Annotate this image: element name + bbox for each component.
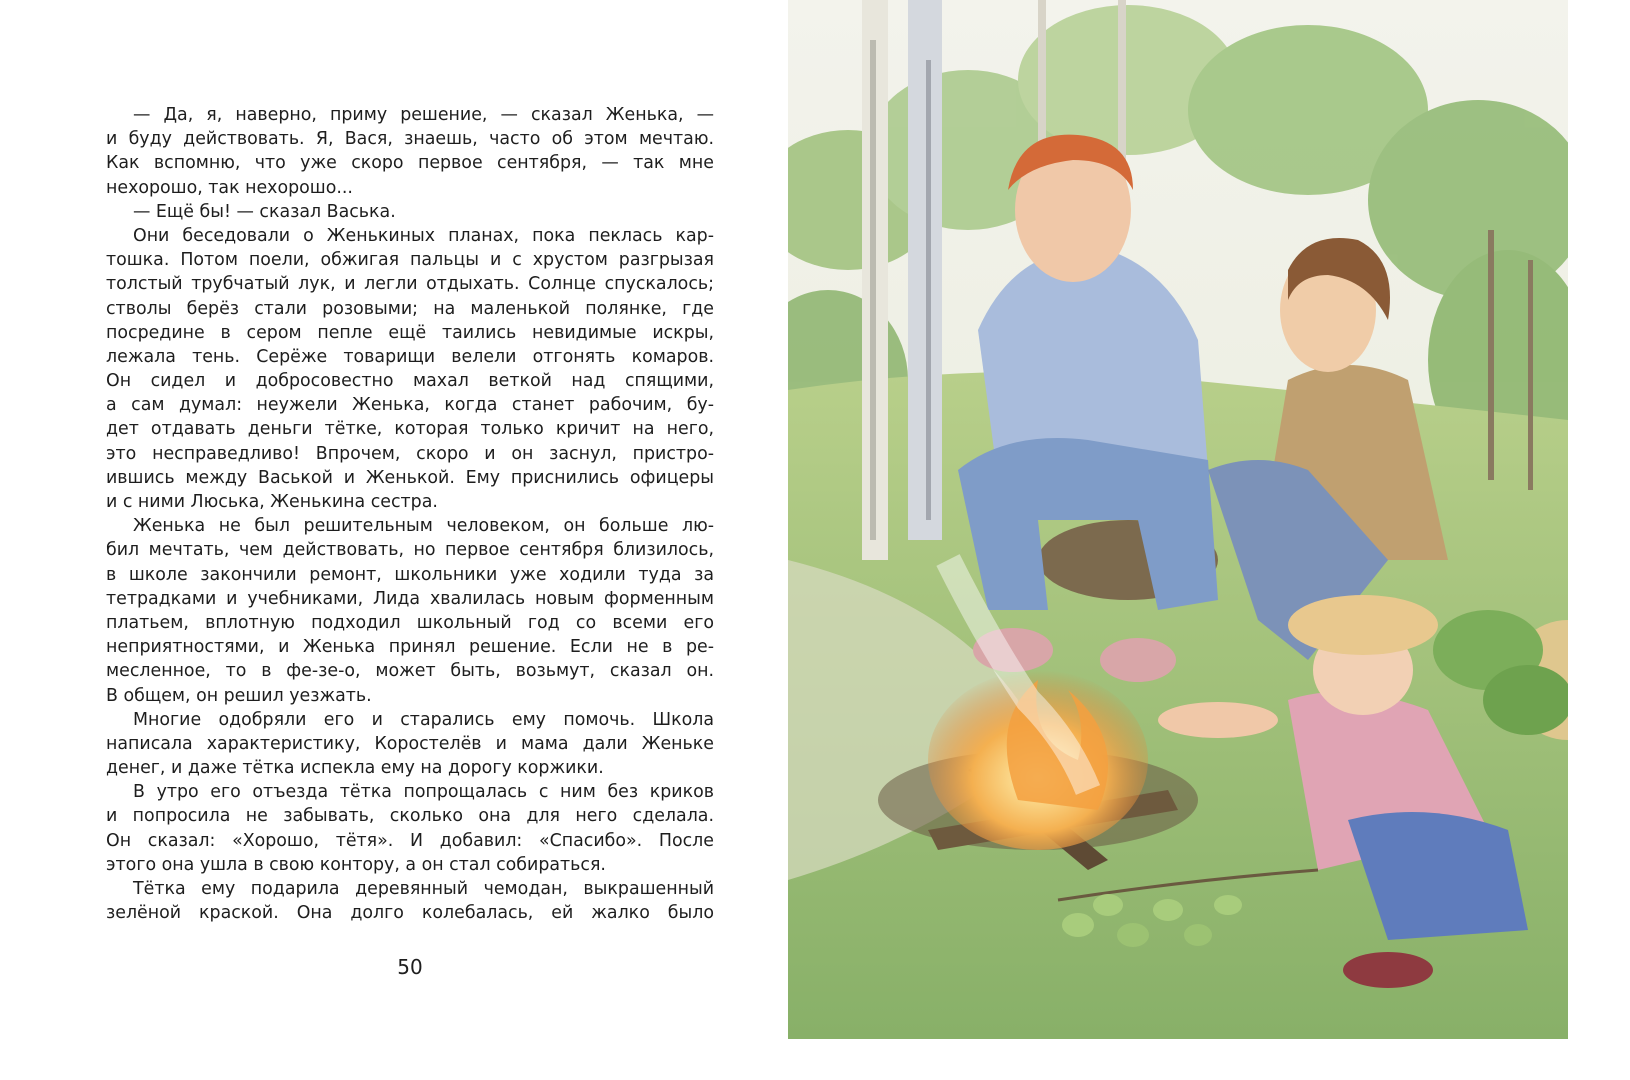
text-line: это несправедливо! Впрочем, скоро и он заснул, пристро- bbox=[106, 443, 714, 464]
text-line: лежала тень. Серёже товарищи велели отгонять комаров. bbox=[106, 346, 714, 367]
text-line: и с ними Люська, Женькина сестра. bbox=[106, 492, 438, 512]
text-line: Он сказал: «Хорошо, тётя». И добавил: «Спасибо». После bbox=[106, 830, 714, 851]
text-line: написала характеристику, Коростелёв и мама дали Женьке bbox=[106, 733, 714, 754]
page-number: 50 bbox=[397, 955, 423, 979]
watercolor-illustration bbox=[788, 0, 1568, 1039]
text-line: посредине в сером пепле ещё таились невидимые искры, bbox=[106, 322, 714, 343]
text-line: в школе закончили ремонт, школьники уже ходили туда за bbox=[106, 564, 714, 585]
text-line: тошка. Потом поели, обжигая пальцы и с хрустом разгрызая bbox=[106, 250, 714, 271]
illustration-page bbox=[788, 0, 1568, 1039]
text-line: Женька не был решительным человеком, он больше лю- bbox=[133, 516, 714, 537]
body-text bbox=[106, 103, 714, 925]
text-line: этого она ушла в свою контору, а он стал собираться. bbox=[106, 854, 606, 875]
text-line: зелёной краской. Она долго колебалась, ей жалко было bbox=[106, 903, 714, 924]
text-line: В утро его отъезда тётка попрощалась с ним без криков bbox=[133, 782, 714, 803]
text-line: неприятностями, и Женька принял решение. Если не в ре- bbox=[106, 637, 714, 658]
text-line: Они беседовали о Женькиных планах, пока пеклась кар- bbox=[133, 225, 714, 246]
text-line: — Ещё бы! — сказал Васька. bbox=[133, 201, 396, 222]
text-line: стволы берёз стали розовыми; на маленькой полянке, где bbox=[106, 298, 714, 319]
text-page bbox=[0, 0, 790, 1039]
text-line: а сам думал: неужели Женька, когда станет рабочим, бу- bbox=[106, 395, 714, 416]
text-line: и буду действовать. Я, Вася, знаешь, часто об этом мечтаю. bbox=[106, 129, 714, 150]
text-line: месленное, то в фе-зе-о, может быть, возьмут, сказал он. bbox=[106, 661, 714, 682]
text-line: бил мечтать, чем действовать, но первое сентября близилось, bbox=[106, 540, 714, 561]
text-line: ившись между Васькой и Женькой. Ему приснились офицеры bbox=[106, 467, 714, 488]
text-line: тетрадками и учебниками, Лида хвалилась новым форменным bbox=[106, 588, 714, 609]
text-line: Как вспомню, что уже скоро первое сентября, — так мне bbox=[106, 153, 714, 174]
text-line: нехорошо, так нехорошо... bbox=[106, 177, 353, 198]
text-line: платьем, вплотную подходил школьный год со всеми его bbox=[106, 612, 714, 633]
text-line: Тётка ему подарила деревянный чемодан, выкрашенный bbox=[133, 879, 714, 899]
text-line: дет отдавать деньги тётке, которая только кричит на него, bbox=[106, 419, 714, 440]
text-line: Он сидел и добросовестно махал веткой над спящими, bbox=[106, 371, 714, 392]
text-line: В общем, он решил уезжать. bbox=[106, 685, 372, 706]
text-line: и попросила не забывать, сколько она для него сделала. bbox=[106, 806, 714, 827]
text-line: толстый трубчатый лук, и легли отдыхать. Солнце спускалось; bbox=[106, 274, 714, 295]
text-line: денег, и даже тётка испекла ему на дорогу коржики. bbox=[106, 758, 604, 779]
text-line: — Да, я, наверно, приму решение, — сказал Женька, — bbox=[133, 105, 714, 125]
text-line: Многие одобряли его и старались ему помочь. Школа bbox=[133, 709, 714, 730]
